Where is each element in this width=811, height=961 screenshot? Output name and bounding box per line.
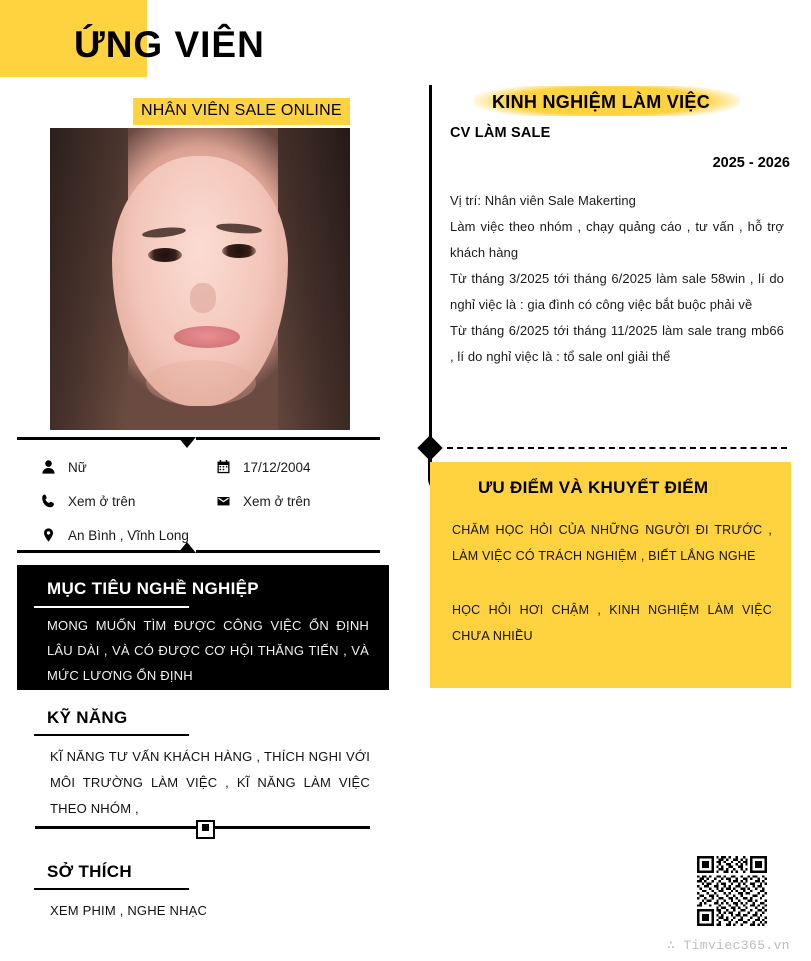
- contact-row: [42, 484, 392, 518]
- experience-title: KINH NGHIỆM LÀM VIỆC: [492, 92, 711, 112]
- skills-title: KỸ NĂNG: [47, 708, 128, 727]
- experience-years: 2025 - 2026: [712, 155, 790, 171]
- contact-email: [217, 494, 392, 509]
- contact-info: [42, 450, 392, 552]
- page-title: ỨNG VIÊN: [74, 24, 265, 65]
- triangle-down-icon: [178, 437, 196, 448]
- contact-divider-top-right: [196, 437, 380, 440]
- skills-body: KĨ NĂNG TƯ VẤN KHÁCH HÀNG , THÍCH NGHI VỚI MÔI TRƯỜNG LÀM VIỆC , KĨ NĂNG LÀM VIỆC THEO NHÓM ,: [50, 749, 370, 816]
- objective-body: MONG MUỐN TÌM ĐƯỢC CÔNG VIỆC ỔN ĐỊNH LÂU DÀI , VÀ CÓ ĐƯỢC CƠ HỘI THĂNG TIẾN , VÀ MỨC LƯƠNG ỔN ĐỊNH: [47, 618, 369, 683]
- contact-row: [42, 518, 392, 552]
- photo-mouth: [174, 326, 240, 348]
- qr-code: [697, 856, 767, 926]
- hobbies-body: XEM PHIM , NGHE NHẠC: [50, 903, 208, 918]
- envelope-icon: [217, 494, 243, 508]
- experience-line: Vị trí: Nhân viên Sale Makerting: [450, 193, 637, 208]
- location-pin-icon: [42, 528, 68, 542]
- contact-gender: [42, 460, 217, 475]
- contact-gender-value: Nữ: [68, 459, 87, 475]
- square-marker-icon: [196, 820, 215, 839]
- hobbies-underline: [34, 888, 189, 890]
- strength-cons: HỌC HỎI HƠI CHẬM , KINH NGHIỆM LÀM VIỆC CHƯA NHIỀU: [452, 603, 772, 643]
- contact-divider-top-left: [17, 437, 186, 440]
- phone-icon: [42, 494, 68, 508]
- calendar-icon: [217, 460, 243, 474]
- contact-email-value: Xem ở trên: [243, 493, 311, 509]
- contact-birthday-value: 17/12/2004: [243, 459, 311, 475]
- person-icon: [42, 460, 68, 474]
- contact-row: [42, 450, 392, 484]
- role-badge: NHÂN VIÊN SALE ONLINE: [133, 98, 350, 125]
- photo-hair-right: [278, 128, 350, 430]
- experience-line: Làm việc theo nhóm , chạy quảng cáo , tư vấn , hỗ trợ khách hàng: [450, 219, 784, 260]
- contact-birthday: [217, 460, 392, 475]
- contact-address-value: An Bình , Vĩnh Long: [68, 527, 189, 543]
- skills-section: [17, 708, 389, 828]
- candidate-photo: [50, 128, 350, 430]
- strength-pros: CHĂM HỌC HỎI CỦA NHỮNG NGƯỜI ĐI TRƯỚC , LÀM VIỆC CÓ TRÁCH NGHIỆM , BIẾT LẮNG NGHE: [452, 523, 772, 563]
- hobbies-section: [17, 862, 389, 942]
- photo-eye-right: [222, 244, 256, 258]
- contact-address: [42, 528, 372, 543]
- footer-brand: ∴ Timviec365.vn: [666, 938, 790, 953]
- strength-weakness-section: [430, 462, 791, 688]
- strength-weakness-title: ƯU ĐIỂM VÀ KHUYẾT ĐIỂM: [478, 478, 709, 497]
- objective-title: MỤC TIÊU NGHỀ NGHIỆP: [47, 579, 259, 598]
- objective-underline: [34, 606, 189, 608]
- timeline-line: [429, 85, 432, 450]
- experience-body: [450, 188, 784, 370]
- photo-chin: [146, 360, 256, 406]
- skills-underline: [34, 734, 189, 736]
- contact-phone: [42, 494, 217, 509]
- experience-line: Từ tháng 6/2025 tới tháng 11/2025 làm sale trang mb66 , lí do nghỉ việc là : tổ sale onl giải thể: [450, 323, 784, 364]
- dashed-separator: [447, 447, 787, 449]
- objective-section: [17, 565, 389, 690]
- contact-phone-value: Xem ở trên: [68, 493, 136, 509]
- contact-divider-bottom-right: [196, 550, 380, 553]
- contact-divider-bottom-left: [17, 550, 186, 553]
- experience-line: Từ tháng 3/2025 tới tháng 6/2025 làm sale 58win , lí do nghỉ việc là : gia đình có công việc bắt buộc phải về: [450, 271, 784, 312]
- experience-company: CV LÀM SALE: [450, 125, 551, 141]
- photo-nose: [190, 283, 216, 313]
- triangle-up-icon: [178, 542, 196, 553]
- hobbies-title: SỞ THÍCH: [47, 862, 132, 881]
- photo-eye-left: [148, 248, 182, 262]
